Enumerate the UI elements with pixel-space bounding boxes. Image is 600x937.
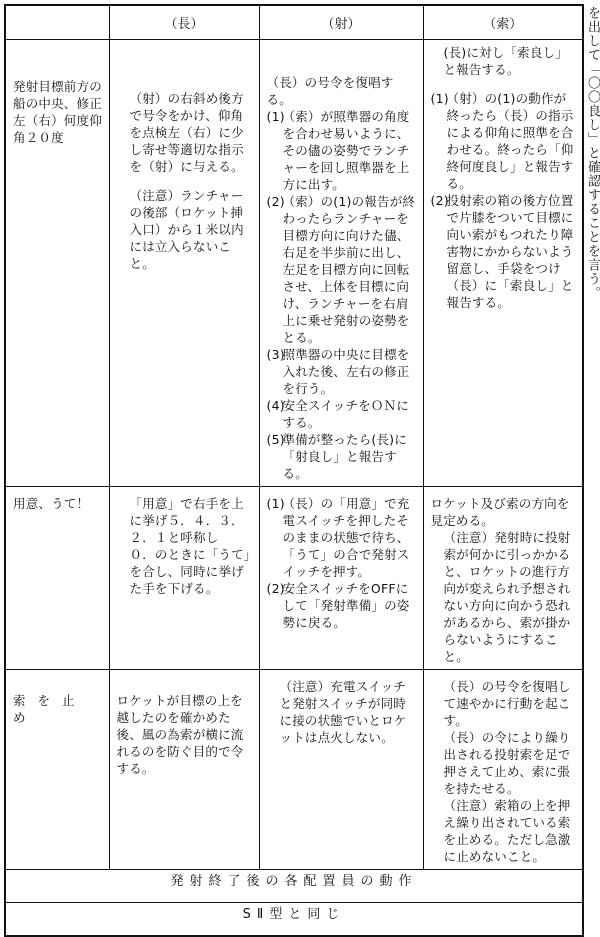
saku-cell: ロケット及び索の方向を見定める。 （注意）発射時に投射索が何かに引っかかると、ロケットの進行方向が変えられ予想されない方向に向かう恐れがあるから、索が掛からないようにすること。 bbox=[423, 487, 583, 670]
saku-cell: (長)に対し「索良し」と報告する。 (1) （射）の(1)の動作が終ったら（長）の指示による仰角に照準を合わせる。終ったら「仰終何度良し」と報告する。 (2) 投射索の箱の後方位置で片膝をついて目標に向い索がもつれたり障害物にかからないよう留意し、手袋をつけ（長）に「索良し」と報告する。 bbox=[423, 40, 583, 487]
footer-title: 発射終了後の各配置員の動作 bbox=[5, 870, 583, 903]
cho-cell: ロケットが目標の上を越したのを確かめた後、風の為索が横に流れるのを防ぐ目的で令する。 bbox=[109, 670, 259, 870]
header-saku: （索） bbox=[423, 5, 583, 40]
list-item: (2) 投射索の箱の後方位置で片膝をついて目標に向い索がもつれたり障害物にかからないよう留意し、手袋をつけ（長）に「索良し」と報告する。 bbox=[430, 193, 574, 310]
list-item: (4) 安全スイッチをＯＮにする。 bbox=[266, 398, 410, 430]
list-item: (2) （索）の(1)の報告が終わったらランチャーを目標方向に向けた儘、右足を半歩前に出し、左足を目標方向に回転させ、上体を目標に向け、ランチャーを右肩上に乗せ発射の姿勢をとる。 bbox=[266, 194, 416, 345]
header-sha: （射） bbox=[259, 5, 423, 40]
cho-cell: 「用意」で右手を上に挙げ５．４．３．２．１と呼称し ０．のときに「うて」を合し、同時に挙げた手を下げる。 bbox=[109, 487, 259, 670]
header-cho: （長） bbox=[109, 5, 259, 40]
list-item: (2) 安全スイッチをOFFにして「発射準備」の姿勢に戻る。 bbox=[266, 581, 410, 630]
saku-cell: （長）の号令を復唱して速やかに行動を起こす。 （長）の令により繰り出される投射索を足で押さえて止め、索に張を持たせる。 （注意）索箱の上を押え繰り出されている索を止める。ただし急激に止めないこと。 bbox=[423, 670, 583, 870]
list-item: (5) 準備が整ったら(長)に「射良し」と報告する。 bbox=[266, 432, 407, 481]
row-label: 発射目標前方の船の中央、修正左（右）何度仰角２０度 bbox=[5, 40, 109, 487]
footer-note: SⅡ型と同じ bbox=[5, 903, 583, 937]
header-row bbox=[5, 5, 583, 40]
list-item: (1) （長）の「用意」で充電スイッチを押したそのままの状態で待ち、「うて」の合で発射スイッチを押す。 bbox=[266, 496, 410, 579]
vertical-side-note: を出して「〇〇良し」と確認することを言う。 bbox=[585, 6, 600, 300]
procedure-table bbox=[4, 4, 584, 937]
row-label: 索を止め bbox=[5, 670, 109, 870]
sha-cell: （長）の号令を復唱する。 (1) （索）が照準器の角度を合わせ易いように、その儘の姿勢でランチャーを回し照準器を上方に出す。 (2) （索）の(1)の報告が終わったらランチャーを目標方向に向けた儘、右足を半歩前に出し、左足を目標方向に回転させ、上体を目標に向け、ランチャーを右肩上に乗せ発射の姿勢をとる。 (3) 照準器の中央に目標を入れた後、左右の修正を行う。 (4) 安全スイッチをＯＮにする。 (5) 準備が整ったら(長)に「射良し」と報告する。 bbox=[259, 40, 423, 487]
cho-cell: （射）の右斜め後方で号令をかけ、仰角を点検左（右）に少し寄せ等適切な指示を（射）に与える。 （注意）ランチャーの後部（ロケット挿入口）から１米以内には立入らないこと。 bbox=[109, 40, 259, 487]
sha-cell bbox=[259, 487, 423, 670]
list-item: (1) （索）が照準器の角度を合わせ易いように、その儘の姿勢でランチャーを回し照準器を上方に出す。 bbox=[266, 109, 410, 192]
table-row bbox=[5, 670, 583, 870]
footer-row-2 bbox=[5, 903, 583, 937]
list-item: (1) （射）の(1)の動作が終ったら（長）の指示による仰角に照準を合わせる。終ったら「仰終何度良し」と報告する。 bbox=[430, 91, 574, 191]
sha-cell: （注意）充電スイッチと発射スイッチが同時に接の状態でいとロケットは点火しない。 bbox=[259, 670, 423, 870]
footer-row-1 bbox=[5, 870, 583, 903]
table-row bbox=[5, 487, 583, 670]
header-empty bbox=[5, 5, 109, 40]
table-row bbox=[5, 40, 583, 487]
list-item: (3) 照準器の中央に目標を入れた後、左右の修正を行う。 bbox=[266, 347, 410, 396]
row-label: 用意、うて！ bbox=[5, 487, 109, 670]
